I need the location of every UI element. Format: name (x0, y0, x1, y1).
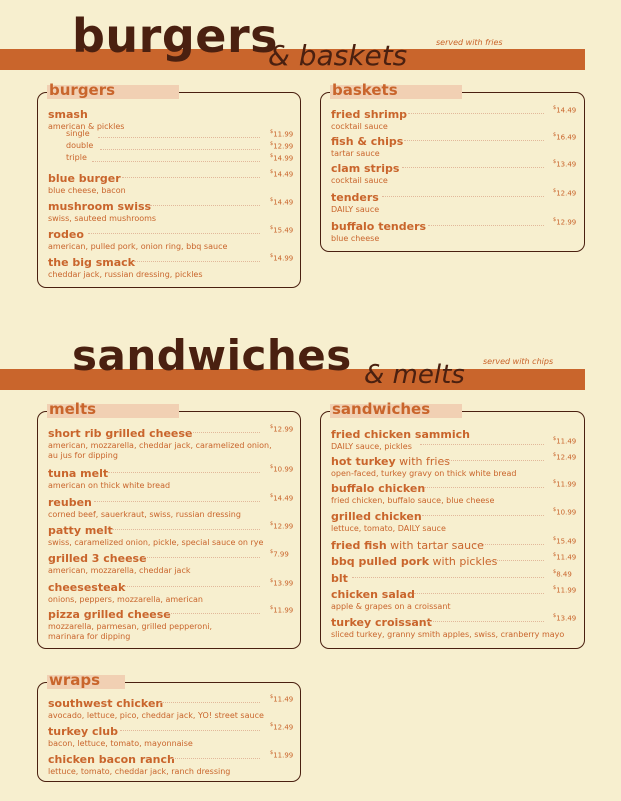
leader-dots (172, 758, 260, 759)
item-desc: american & pickles (48, 122, 125, 131)
item-price: $12.99 (270, 424, 294, 434)
leader-dots (420, 444, 544, 445)
menu-item-turkey-club (48, 720, 193, 749)
item-name: fish & chips (331, 135, 404, 148)
item-desc: blue cheese (331, 234, 380, 243)
item-name: turkey club (48, 725, 118, 738)
item-price: $14.49 (270, 197, 294, 207)
leader-dots (404, 140, 544, 141)
leader-dots (124, 586, 260, 587)
menu-item-cheesesteak (48, 576, 203, 605)
item-desc: corned beef, sauerkraut, swiss, russian dressing (48, 510, 241, 519)
leader-dots (88, 233, 260, 234)
item-price: $13.49 (553, 159, 577, 169)
item-name: pizza grilled cheese (48, 608, 171, 621)
item-price: $11.99 (270, 750, 294, 760)
item-price: $11.99 (553, 479, 577, 489)
item-name: buffalo chicken (331, 482, 426, 495)
item-price: $11.99 (553, 585, 577, 595)
item-price: $15.49 (553, 536, 577, 546)
menu-item-mushroom-swiss (48, 195, 156, 224)
item-price: $12.49 (553, 188, 577, 198)
item-name: reuben (48, 496, 92, 509)
item-name: smash (48, 108, 88, 121)
item-name: grilled 3 cheese (48, 552, 147, 565)
leader-dots (112, 529, 260, 530)
item-name: patty melt (48, 524, 113, 537)
leader-dots (168, 613, 260, 614)
item-price: $12.49 (553, 452, 577, 462)
leader-dots (94, 501, 260, 502)
item-price: $14.49 (553, 105, 577, 115)
leader-dots (134, 261, 260, 262)
leader-dots (428, 621, 544, 622)
leader-dots (184, 432, 260, 433)
item-name: mushroom swiss (48, 200, 152, 213)
item-name: grilled chicken (331, 510, 422, 523)
item-desc: sliced turkey, granny smith apples, swiss, cranberry mayo (331, 630, 565, 639)
item-name: short rib grilled cheese (48, 427, 193, 440)
leader-dots (98, 137, 260, 138)
item-price: $10.99 (553, 507, 577, 517)
menu-item-bbq-pulled-pork (331, 550, 497, 569)
leader-dots (382, 196, 544, 197)
item-desc: lettuce, tomato, DAILY sauce (331, 524, 446, 533)
leader-dots (414, 593, 544, 594)
item-price: $12.99 (270, 141, 294, 151)
item-desc: swiss, sauteed mushrooms (48, 214, 157, 223)
leader-dots (144, 557, 260, 558)
item-price: $12.99 (553, 217, 577, 227)
section-title-burgers: burgers (72, 9, 279, 63)
item-desc: open-faced, turkey gravy on thick white bread (331, 469, 517, 478)
item-price: $11.49 (553, 436, 577, 446)
item-desc: american on thick white bread (48, 481, 171, 490)
item-price: $14.49 (270, 493, 294, 503)
leader-dots (424, 487, 544, 488)
item-name: buffalo tenders (331, 220, 427, 233)
item-desc: swiss, caramelized onion, pickle, special sauce on rye (48, 538, 264, 547)
menu-item-southwest-chicken (48, 692, 264, 721)
menu-item-pizza-grilled-cheese (48, 603, 212, 642)
item-name: blt (331, 572, 348, 585)
menu-item-tenders (331, 186, 379, 215)
melts-heading: melts (49, 400, 97, 418)
leader-dots (92, 161, 260, 162)
menu-item-fried-shrimp (331, 103, 407, 132)
item-desc-continued: marinara for dipping (48, 632, 131, 641)
leader-dots (150, 205, 260, 206)
item-desc: DAILY sauce (331, 205, 380, 214)
item-desc: lettuce, tomato, cheddar jack, ranch dressing (48, 767, 231, 776)
size-label: triple (66, 153, 87, 162)
item-price: $14.49 (270, 169, 294, 179)
leader-dots (100, 149, 260, 150)
item-desc: mozzarella, parmesan, grilled pepperoni, (48, 622, 213, 631)
item-price: $15.49 (270, 225, 294, 235)
menu-item-fried-chicken-sammich (331, 423, 470, 452)
menu-item-chicken-salad (331, 583, 451, 612)
section-note-fries: served with fries (436, 38, 503, 47)
item-price: $11.99 (270, 129, 294, 139)
item-name: fried shrimp (331, 108, 408, 121)
leader-dots (474, 544, 544, 545)
item-name: chicken bacon ranch (48, 753, 175, 766)
item-name: fried fish with tartar sauce (331, 539, 484, 552)
item-price: $11.49 (270, 694, 294, 704)
item-price: $11.99 (270, 605, 294, 615)
menu-item-the-big-smack (48, 251, 203, 280)
item-desc: cocktail sauce (331, 122, 388, 131)
item-price: $14.99 (270, 253, 294, 263)
leader-dots (402, 167, 544, 168)
item-name: tuna melt (48, 467, 109, 480)
menu-item-patty-melt (48, 519, 263, 548)
item-desc: bacon, lettuce, tomato, mayonnaise (48, 739, 193, 748)
section-note-chips: served with chips (483, 357, 554, 366)
leader-dots (490, 560, 544, 561)
item-desc: DAILY sauce, pickles (331, 442, 412, 451)
item-desc: american, mozzarella, cheddar jack, caramelized onion, (48, 441, 272, 450)
leader-dots (120, 730, 260, 731)
section-subtitle-melts: & melts (364, 360, 465, 390)
item-price: $10.99 (270, 464, 294, 474)
item-price: $16.49 (553, 132, 577, 142)
item-price: $13.49 (553, 613, 577, 623)
item-desc: american, mozzarella, cheddar jack (48, 566, 191, 575)
wraps-heading: wraps (49, 671, 101, 689)
leader-dots (108, 472, 260, 473)
leader-dots (122, 177, 260, 178)
size-label: single (66, 129, 90, 138)
leader-dots (352, 577, 544, 578)
section-subtitle-baskets: & baskets (268, 39, 408, 72)
item-desc: fried chicken, buffalo sauce, blue cheese (331, 496, 495, 505)
item-price: $8.49 (553, 569, 572, 579)
item-desc: avocado, lettuce, pico, cheddar jack, YO! street sauce (48, 711, 264, 720)
item-price: $11.49 (553, 552, 577, 562)
item-name: tenders (331, 191, 379, 204)
item-name: turkey croissant (331, 616, 432, 629)
item-desc: apple & grapes on a croissant (331, 602, 451, 611)
item-name: blue burger (48, 172, 121, 185)
burgers-heading: burgers (49, 81, 116, 99)
item-name: the big smack (48, 256, 135, 269)
menu-item-short-rib-grilled-cheese (48, 422, 272, 461)
menu-item-blue-burger (48, 167, 126, 196)
item-desc: onions, peppers, mozzarella, american (48, 595, 203, 604)
menu-item-rodeo (48, 223, 227, 252)
item-desc: blue cheese, bacon (48, 186, 126, 195)
item-name: clam strips (331, 162, 400, 175)
item-name: chicken salad (331, 588, 415, 601)
menu-item-turkey-croissant (331, 611, 564, 640)
menu-item-hot-turkey (331, 450, 516, 479)
item-desc: cocktail sauce (331, 176, 388, 185)
item-desc-continued: au jus for dipping (48, 451, 118, 460)
baskets-heading: baskets (332, 81, 398, 99)
item-desc: cheddar jack, russian dressing, pickles (48, 270, 203, 279)
menu-item-chicken-bacon-ranch (48, 748, 230, 777)
item-name: southwest chicken (48, 697, 164, 710)
item-name: cheesesteak (48, 581, 126, 594)
leader-dots (160, 702, 260, 703)
item-price: $14.99 (270, 153, 294, 163)
item-name: hot turkey with fries (331, 455, 450, 468)
item-price: $7.99 (270, 549, 289, 559)
leader-dots (444, 460, 544, 461)
leader-dots (428, 225, 544, 226)
item-name: rodeo (48, 228, 84, 241)
item-name: fried chicken sammich (331, 428, 470, 441)
menu-item-grilled-3-cheese (48, 547, 190, 576)
section-title-sandwiches: sandwiches (72, 331, 352, 380)
size-label: double (66, 141, 94, 150)
item-price: $13.99 (270, 578, 294, 588)
menu-item-fish-and-chips (331, 130, 403, 159)
leader-dots (408, 113, 544, 114)
item-name: bbq pulled pork with pickles (331, 555, 498, 568)
menu-item-buffalo-tenders (331, 215, 426, 244)
sandwiches-heading: sandwiches (332, 400, 431, 418)
menu-item-grilled-chicken (331, 505, 446, 534)
menu-item-reuben (48, 491, 241, 520)
item-price: $12.99 (270, 521, 294, 531)
menu-item-buffalo-chicken (331, 477, 494, 506)
menu-item-tuna-melt (48, 462, 170, 491)
leader-dots (422, 515, 544, 516)
item-desc: tartar sauce (331, 149, 380, 158)
menu-item-smash (48, 103, 124, 132)
item-desc: american, pulled pork, onion ring, bbq sauce (48, 242, 228, 251)
item-price: $12.49 (270, 722, 294, 732)
menu-item-clam-strips (331, 157, 399, 186)
